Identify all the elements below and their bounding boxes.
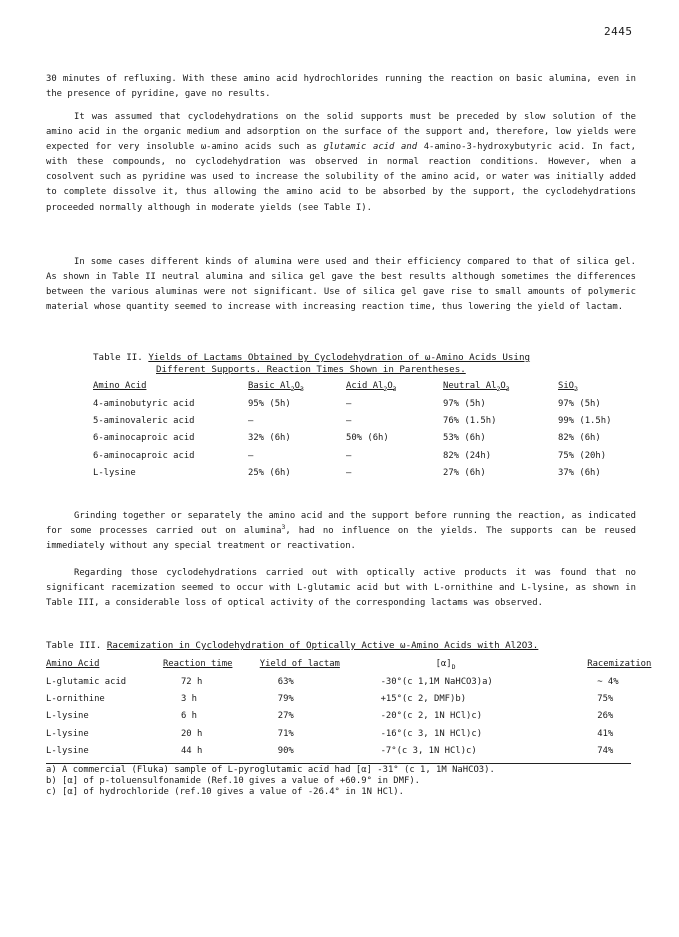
table-cell: 50% (6h) (346, 433, 389, 444)
table-cell: — (346, 468, 352, 479)
paragraph-4-ref: 3 (281, 523, 286, 532)
table-cell: 97% (5h) (443, 398, 486, 409)
table-cell: 41% (597, 728, 614, 739)
paragraph-1-text: 30 minutes of refluxing. With these amino acid hydrochlorides running the reaction on basic alumina, even in the presence of pyridine, gave no results. (46, 74, 636, 100)
table-row (46, 708, 679, 725)
table3-bottom-rule (46, 763, 631, 764)
table-cell: 74% (597, 746, 614, 757)
table-cell: 53% (6h) (443, 433, 486, 444)
table-cell: — (346, 450, 352, 461)
table-cell: 75% (597, 694, 614, 705)
table3-footnotes (46, 765, 646, 799)
table-cell: -16°(c 3, 1N HCl)c) (380, 728, 483, 739)
table-cell: 82% (24h) (443, 450, 492, 461)
table2-title-line2: Different Supports. Reaction Times Shown in Parentheses. (156, 363, 466, 375)
table-row (46, 673, 679, 690)
table2-caption (93, 352, 653, 375)
paragraph-2-italic: glutamic acid and (323, 142, 418, 153)
table-cell: — (346, 416, 352, 427)
table-cell: 6-aminocaproic acid (93, 450, 195, 461)
paragraph-4-text-b: , had no influence on the yields. The supports can be reused immediately without any special treatment or reactivation. (46, 526, 636, 552)
table2-header-basic: Basic $Al_2O_3$ (248, 380, 304, 393)
paragraph-4 (46, 509, 636, 554)
table-cell: — (248, 450, 254, 461)
table-cell: 71% (277, 728, 294, 739)
table2-header-row (93, 376, 638, 395)
table-cell: 26% (597, 711, 614, 722)
table-cell: L-lysine (46, 711, 89, 722)
paragraph-3 (46, 255, 636, 315)
table-cell: 95% (5h) (248, 398, 291, 409)
table3-caption (46, 640, 646, 652)
table-cell: L-glutamic acid (46, 676, 127, 687)
table-cell: L-lysine (46, 746, 89, 757)
table-cell: -30°(c 1,1M NaHCO3)a) (380, 676, 493, 687)
paragraph-3-text: In some cases different kinds of alumina were used and their efficiency compared to that of silica gel. As shown in Table II neutral alumina and silica gel gave the best results although sometimes the differences between the various aluminas were not significant. Use of silica gel gave rise to small amounts of polymeric material whose quantity seemed to increase with increasing reaction time, thus lowering the yield of lactam. (46, 257, 636, 313)
table-row (46, 690, 679, 707)
page-number: 2445 (604, 25, 633, 38)
table-cell: ~ 4% (597, 676, 619, 687)
table-cell: 99% (1.5h) (558, 416, 612, 427)
table-cell: L-lysine (46, 728, 89, 739)
footnote-c: c) [α] of hydrochloride (ref.10 gives a value of -26.4° in 1N HCl). (46, 787, 404, 798)
table-cell: 27% (6h) (443, 468, 486, 479)
table-cell: 75% (20h) (558, 450, 607, 461)
table-row (93, 447, 638, 464)
table-cell: 97% (5h) (558, 398, 601, 409)
table-cell: 90% (277, 746, 294, 757)
paragraph-5-text: Regarding those cyclodehydrations carried out with optically active products it was found that no significant racemization seemed to occur with L-glutamic acid but with L-ornithine and L-lysine, as shown in Table III, a considerable loss of optical activity of the corresponding lactams was observed. (46, 568, 636, 609)
table-cell: +15°(c 2, DMF)b) (380, 694, 467, 705)
table-cell: — (346, 398, 352, 409)
table-cell: — (248, 416, 254, 427)
table-cell: 6-aminocaproic acid (93, 433, 195, 444)
table-cell: -20°(c 2, 1N HCl)c) (380, 711, 483, 722)
table-cell: L-lysine (93, 468, 136, 479)
table-cell: 25% (6h) (248, 468, 291, 479)
table-cell: 32% (6h) (248, 433, 291, 444)
footnote-b: b) [α] of p-toluensulfonamide (Ref.10 gives a value of +60.9° in DMF). (46, 776, 421, 787)
table-cell: 72 h (180, 676, 203, 687)
table3-header-amino-acid: Amino Acid (46, 658, 100, 669)
table-cell: 3 h (180, 694, 197, 705)
table-cell: 76% (1.5h) (443, 416, 497, 427)
table-row (46, 743, 679, 760)
table3-header-reaction-time: Reaction time (162, 658, 233, 669)
paragraph-5 (46, 566, 636, 611)
table3-header-row (46, 654, 679, 673)
table-cell: 27% (277, 711, 294, 722)
table-row (93, 412, 638, 429)
table-row (46, 725, 679, 742)
table2 (93, 376, 638, 482)
table3-label: Table III. (46, 640, 102, 651)
table2-header-amino-acid: Amino Acid (93, 380, 147, 391)
table-cell: 82% (6h) (558, 433, 601, 444)
table3 (46, 654, 679, 760)
table2-header-neutral: Neutral $Al_2O_3$ (443, 380, 510, 393)
table3-header-racemization: Racemization (587, 658, 652, 669)
table-cell: 5-aminovaleric acid (93, 416, 195, 427)
table-row (93, 430, 638, 447)
table-cell: 6 h (180, 711, 197, 722)
table-cell: 37% (6h) (558, 468, 601, 479)
table3-header-yield: Yield of lactam (259, 658, 340, 669)
table-cell: 79% (277, 694, 294, 705)
table-row (93, 395, 638, 412)
table-cell: 44 h (180, 746, 203, 757)
table2-header-sio2: SiO$_2$ (558, 380, 578, 393)
table2-header-acid: Acid $Al_2O_3$ (346, 380, 397, 393)
paragraph-2-text-b: 4-amino-3-hydroxybutyric acid. In fact, with these compounds, no cyclodehydration was observed in normal reaction conditions. However, when a cosolvent such as pyridine was used to increase the solubility of the amino acid, or water was initially added to complete dissolve it, thus allowing the amino acid to be absorbed by the support, the cyclodehydrations proceeded normally although in moderate yields (see Table I). (46, 142, 636, 213)
paragraph-4-text-a: Grinding together or separately the amino acid and the support before running the reaction, as indicated for some processes carried out on alumina (46, 511, 636, 537)
footnote-a: a) A commercial (Fluka) sample of L-pyroglutamic acid had [α] -31° (c 1, 1M NaHCO3). (46, 765, 495, 775)
table-row (93, 465, 638, 482)
table-cell: L-ornithine (46, 694, 105, 705)
table-cell: 63% (277, 676, 294, 687)
paragraph-1 (46, 72, 636, 102)
table2-title-line1: Yields of Lactams Obtained by Cyclodehydration of ω-Amino Acids Using (148, 352, 531, 363)
paragraph-2-text-a: It was assumed that cyclodehydrations on the solid supports must be preceded by slow solution of the amino acid in the organic medium and adsorption on the surface of the support and, therefore, low yields were expected for very insoluble ω-amino acids such as (46, 112, 636, 153)
paragraph-2 (46, 110, 636, 216)
table3-header-rotation: $[\alpha]_D$ (435, 658, 456, 671)
table2-label: Table II. (93, 352, 143, 363)
table3-title: Racemization in Cyclodehydration of Optically Active ω-Amino Acids with Al2O3. (106, 640, 539, 651)
table-cell: -7°(c 3, 1N HCl)c) (380, 746, 477, 757)
table-cell: 4-aminobutyric acid (93, 398, 195, 409)
table-cell: 20 h (180, 728, 203, 739)
